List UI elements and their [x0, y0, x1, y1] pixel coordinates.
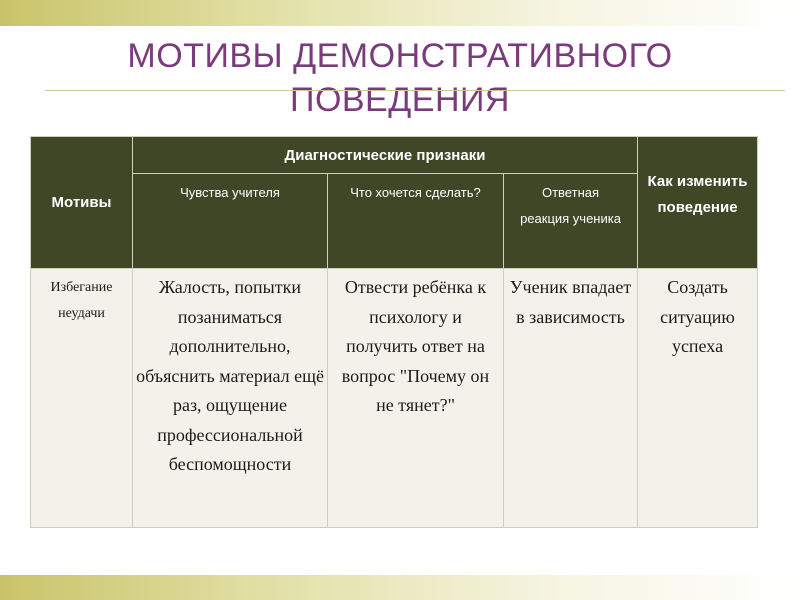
header-diagnostic — [133, 137, 638, 174]
header-diagnostic-label: Диагностические признаки — [284, 146, 486, 164]
cell-how-to-change-text: Создать ситуацию успеха — [660, 277, 735, 356]
header-want-to-do — [328, 174, 504, 269]
header-how-to-change — [638, 137, 758, 269]
bottom-decor-band — [0, 575, 800, 600]
cell-want-to-do-text: Отвести ребёнка к психологу и получить ответ на вопрос "Почему он не тянет?" — [341, 277, 490, 415]
header-student-reaction-label: Ответная реакция ученика — [520, 185, 621, 226]
cell-student-reaction-text: Ученик впадает в зависимость — [509, 277, 632, 327]
cell-student-reaction — [504, 269, 638, 528]
top-decor-band — [0, 0, 800, 26]
header-student-reaction — [504, 174, 638, 269]
cell-want-to-do — [328, 269, 504, 528]
title-line-1: МОТИВЫ ДЕМОНСТРАТИВНОГО — [127, 37, 673, 75]
title-line-2: ПОВЕДЕНИЯ — [290, 81, 510, 119]
title-divider — [45, 90, 785, 91]
header-motives-label: Мотивы — [51, 194, 112, 211]
header-teacher-feelings-label: Чувства учителя — [180, 185, 280, 200]
cell-teacher-feelings-text: Жалость, попытки позаниматься дополнительно, объяснить материал ещё раз, ощущение профессиональной беспомощности — [136, 277, 324, 474]
header-motives — [31, 137, 133, 269]
table-row — [31, 269, 758, 528]
cell-motive-text: Избегание неудачи — [50, 280, 113, 321]
header-want-to-do-label: Что хочется сделать? — [350, 185, 481, 200]
slide-title — [0, 34, 800, 122]
header-teacher-feelings — [133, 174, 328, 269]
motives-table — [30, 136, 758, 528]
cell-how-to-change — [638, 269, 758, 528]
cell-teacher-feelings — [133, 269, 328, 528]
cell-motive — [31, 269, 133, 528]
header-how-to-change-label: Как изменить поведение — [647, 172, 748, 216]
